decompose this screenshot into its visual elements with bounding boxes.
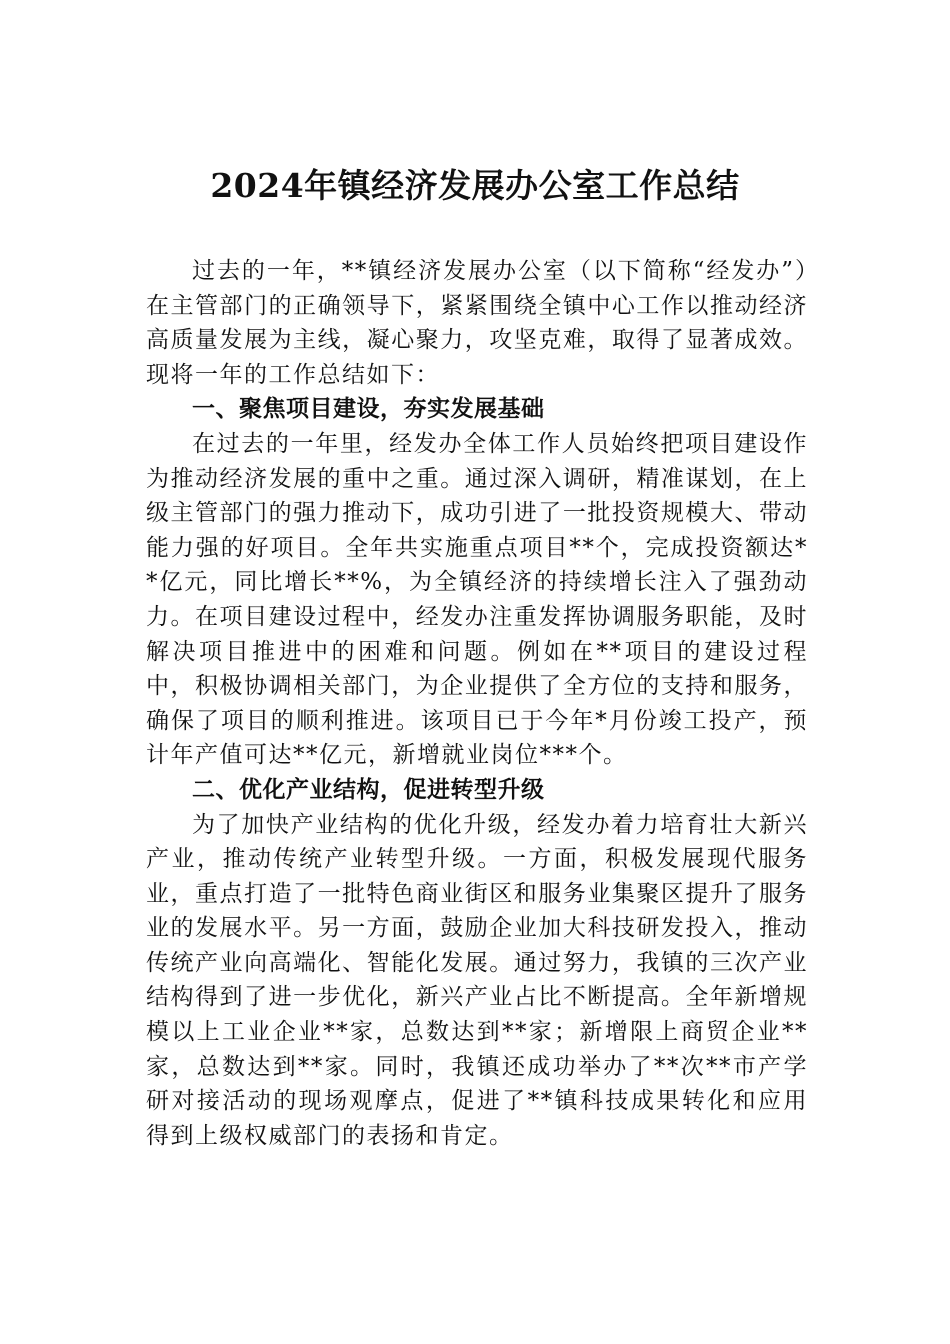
section-paragraph-2: 为了加快产业结构的优化升级，经发办着力培育壮大新兴产业，推动传统产业转型升级。一方面，积极发展现代服务业，重点打造了一批特色商业街区和服务业集聚区提升了服务业的发展水平。另一方面，鼓励企业加大科技研发投入，推动传统产业向高端化、智能化发展。通过努力，我镇的三次产业结构得到了进一步优化，新兴产业占比不断提高。全年新增规模以上工业企业**家，总数达到**家；新增限上商贸企业**家，总数达到**家。同时，我镇还成功举办了**次**市产学研对接活动的现场观摩点，促进了**镇科技成果转化和应用得到上级权威部门的表扬和肯定。: [146, 811, 808, 1149]
section-paragraph-1: 在过去的一年里，经发办全体工作人员始终把项目建设作为推动经济发展的重中之重。通过深入调研，精准谋划，在上级主管部门的强力推动下，成功引进了一批投资规模大、带动能力强的好项目。全年共实施重点项目**个，完成投资额达**亿元，同比增长**%，为全镇经济的持续增长注入了强劲动力。在项目建设过程中，经发办注重发挥协调服务职能，及时解决项目推进中的困难和问题。例如在**项目的建设过程中，积极协调相关部门，为企业提供了全方位的支持和服务，确保了项目的顺利推进。该项目已于今年*月份竣工投产，预计年产值可达**亿元，新增就业岗位***个。: [146, 430, 808, 769]
document-title: 2024年镇经济发展办公室工作总结: [210, 166, 740, 205]
section-heading-2: 二、优化产业结构，促进转型升级: [192, 776, 545, 803]
section-heading-1: 一、聚焦项目建设，夯实发展基础: [192, 396, 545, 423]
document-body: [146, 254, 808, 1153]
intro-paragraph: 过去的一年，**镇经济发展办公室（以下简称“经发办”）在主管部门的正确领导下，紧紧围绕全镇中心工作以推动经济高质量发展为主线，凝心聚力，攻坚克难，取得了显著成效。现将一年的工作总结如下：: [146, 258, 808, 388]
